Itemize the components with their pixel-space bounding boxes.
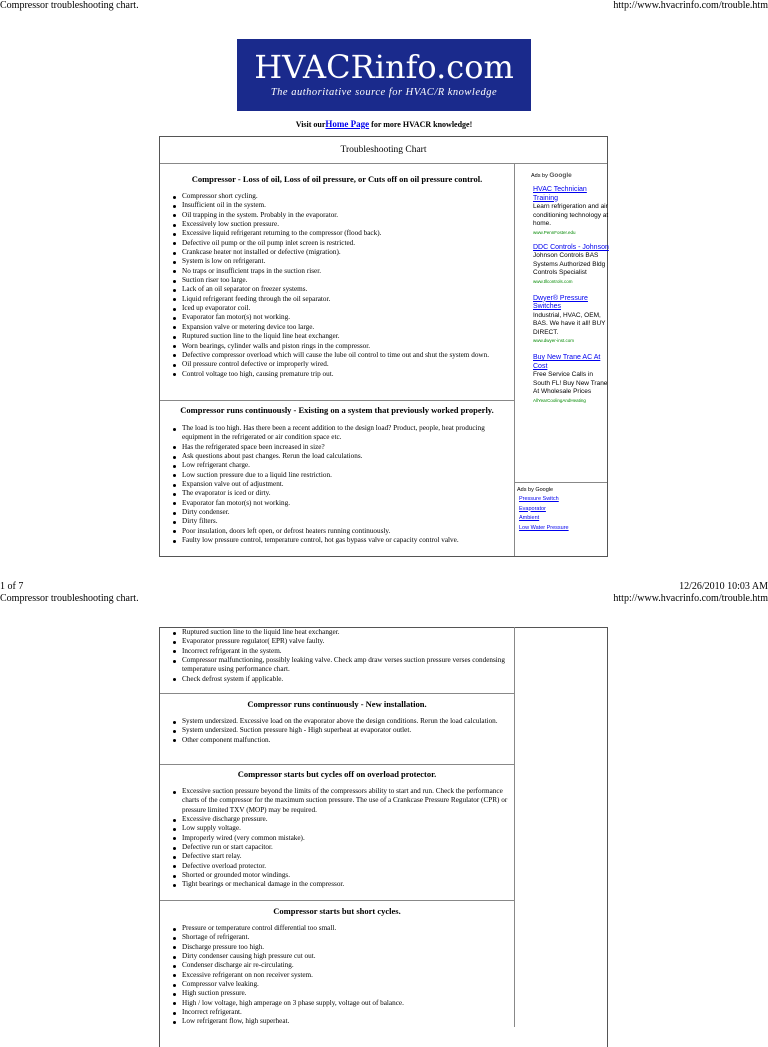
section-list xyxy=(171,192,511,379)
section-list xyxy=(171,717,511,745)
list-item: Condenser discharge air re-circulating. xyxy=(171,961,511,970)
list-item: Oil pressure control defective or improperly wired. xyxy=(171,360,511,369)
section-title: Compressor runs continuously - New installation. xyxy=(247,699,427,709)
list-item: Suction riser too large. xyxy=(171,276,511,285)
list-item: Dirty condenser causing high pressure cut out. xyxy=(171,952,511,961)
list-item: Evaporator pressure regulator( EPR) valve faulty. xyxy=(171,637,511,646)
section-title: Compressor - Loss of oil, Loss of oil pressure, or Cuts off on oil pressure control. xyxy=(191,174,483,184)
print-header-title: Compressor troubleshooting chart. xyxy=(0,593,139,604)
list-item: Oil trapping in the system. Probably in the evaporator. xyxy=(171,211,511,220)
list-item: Check defrost system if applicable. xyxy=(171,675,511,684)
section-list xyxy=(171,628,511,684)
list-item: Incorrect refrigerant in the system. xyxy=(171,647,511,656)
list-item: Shortage of refrigerant. xyxy=(171,933,511,942)
logo-name: HVACRinfo.com xyxy=(254,48,514,86)
ad-link[interactable]: Pressure Switch xyxy=(519,496,559,502)
section-list xyxy=(171,424,511,545)
ad-block: HVAC Technician Training Learn refrigeration and air conditioning technology at home. www.PennFoster.edu xyxy=(533,186,609,235)
list-item: Insufficient oil in the system. xyxy=(171,201,511,210)
list-item: Lack of an oil separator on freezer systems. xyxy=(171,285,511,294)
ad-block: Buy New Trane AC At Cost Free Service Calls in South FL! Buy New Trane At Wholesale Prices AllYearCoolingAndHeating xyxy=(533,354,608,403)
ads-panel xyxy=(533,172,609,404)
section-title: Compressor starts but short cycles. xyxy=(273,906,401,916)
print-header-url: http://www.hvacrinfo.com/trouble.htm xyxy=(613,593,768,604)
list-item: Excessive discharge pressure. xyxy=(171,815,511,824)
list-item: Low refrigerant charge. xyxy=(171,461,511,470)
list-item: The evaporator is iced or dirty. xyxy=(171,489,511,498)
list-item: No traps or insufficient traps in the suction riser. xyxy=(171,267,511,276)
list-item: Poor insulation, doors left open, or defrost heaters running continuously. xyxy=(171,527,511,536)
chart-title: Troubleshooting Chart xyxy=(340,145,427,155)
home-page-link[interactable]: Home Page xyxy=(325,119,370,129)
list-item: Excessive liquid refrigerant returning to the compressor (flood back). xyxy=(171,229,511,238)
list-item: Defective compressor overload which will cause the lube oil control to time out and shut the system down. xyxy=(171,351,511,360)
list-item: Pressure or temperature control differential too small. xyxy=(171,924,511,933)
list-item: Ruptured suction line to the liquid line heat exchanger. xyxy=(171,628,511,637)
print-header-url: http://www.hvacrinfo.com/trouble.htm xyxy=(613,0,768,11)
ad-title-link[interactable]: Dwyer® Pressure Switches xyxy=(533,294,588,310)
ads-by-label: Ads by Google xyxy=(531,172,572,179)
list-item: Expansion valve or metering device too large. xyxy=(171,323,511,332)
hvacrinfo-logo[interactable] xyxy=(237,39,531,111)
list-item: Excessively low suction pressure. xyxy=(171,220,511,229)
list-item: Defective start relay. xyxy=(171,852,511,861)
list-item: Shorted or grounded motor windings. xyxy=(171,871,511,880)
list-item: Compressor short cycling. xyxy=(171,192,511,201)
list-item: Dirty condenser. xyxy=(171,508,511,517)
print-header-title: Compressor troubleshooting chart. xyxy=(0,0,139,11)
ad-block: DDC Controls - Johnson Johnson Controls BAS Systems Authorized Bldg Controls Specialist www.tllcontrols.com xyxy=(533,243,609,284)
ad-links-panel xyxy=(517,487,607,533)
list-item: System undersized. Suction pressure high - High superheat at evaporator outlet. xyxy=(171,726,511,735)
list-item: Improperly wired (very common mistake). xyxy=(171,834,511,843)
ad-block: Dwyer® Pressure Switches Industrial, HVAC, OEM, BAS. We have it all! BUY DIRECT. www.dwyer-inst.com xyxy=(533,295,609,345)
list-item: Liquid refrigerant feeding through the oil separator. xyxy=(171,295,511,304)
ad-link[interactable]: Low Water Pressure xyxy=(519,524,569,531)
list-item: Compressor malfunctioning, possibly leaking valve. Check amp draw verses suction pressure verses condensing temperature using performance chart. xyxy=(171,656,511,675)
list-item: System is low on refrigerant. xyxy=(171,257,511,266)
list-item: Expansion valve out of adjustment. xyxy=(171,480,511,489)
section-title: Compressor runs continuously - Existing on a system that previously worked properly. xyxy=(180,405,494,415)
list-item: System undersized. Excessive load on the evaporator above the design conditions. Rerun the load calculation. xyxy=(171,717,511,726)
ad-title-link[interactable]: HVAC Technician Training xyxy=(533,186,587,202)
section-title: Compressor starts but cycles off on overload protector. xyxy=(237,769,437,779)
ad-link[interactable]: Ambient xyxy=(519,515,540,521)
list-item: Tight bearings or mechanical damage in the compressor. xyxy=(171,880,511,889)
list-item: Ruptured suction line to the liquid line heat exchanger. xyxy=(171,332,511,341)
ad-links-label: Ads by Google xyxy=(517,487,554,493)
list-item: Excessive suction pressure beyond the limits of the compressors ability to start and run. Check the performance charts of the compressor for the maximum suction pressure. The use of a Crankcase Pressure Regulator (CPR) or pressure limited TXV (MOP) may be required. xyxy=(171,787,511,815)
list-item: Iced up evaporator coil. xyxy=(171,304,511,313)
print-footer-page: 1 of 7 xyxy=(0,581,24,592)
list-item: High / low voltage, high amperage on 3 phase supply, voltage out of balance. xyxy=(171,999,511,1008)
list-item: Low supply voltage. xyxy=(171,824,511,833)
list-item: Worn bearings, cylinder walls and piston rings in the compressor. xyxy=(171,342,511,351)
list-item: Faulty low pressure control, temperature control, hot gas bypass valve or capacity control valve. xyxy=(171,536,511,545)
section-list xyxy=(171,924,511,1027)
section-list xyxy=(171,787,511,890)
list-item: Defective overload protector. xyxy=(171,862,511,871)
list-item: Evaporator fan motor(s) not working. xyxy=(171,499,511,508)
list-item: Discharge pressure too high. xyxy=(171,943,511,952)
list-item: Other component malfunction. xyxy=(171,736,511,745)
list-item: Ask questions about past changes. Rerun the load calculations. xyxy=(171,452,511,461)
list-item: Low refrigerant flow, high superheat. xyxy=(171,1017,511,1026)
list-item: Compressor valve leaking. xyxy=(171,980,511,989)
list-item: Low suction pressure due to a liquid line restriction. xyxy=(171,471,511,480)
list-item: Has the refrigerated space been increased in size? xyxy=(171,443,511,452)
list-item: Crankcase heater not installed or defective (migration). xyxy=(171,248,511,257)
print-footer-datetime: 12/26/2010 10:03 AM xyxy=(679,581,768,592)
list-item: The load is too high. Has there been a recent addition to the design load? Product, people, heat producing equipment in the refrigerated or air condition space etc. xyxy=(171,424,511,443)
visit-line: Visit ourHome Page for more HVACR knowledge! xyxy=(295,119,473,129)
list-item: Evaporator fan motor(s) not working. xyxy=(171,313,511,322)
ad-link[interactable]: Evaporator xyxy=(519,505,546,512)
list-item: Defective run or start capacitor. xyxy=(171,843,511,852)
list-item: Excessive refrigerant on non receiver system. xyxy=(171,971,511,980)
list-item: Control voltage too high, causing premature trip out. xyxy=(171,370,511,379)
list-item: Dirty filters. xyxy=(171,517,511,526)
ad-title-link[interactable]: DDC Controls - Johnson xyxy=(533,243,609,251)
logo-tagline: The authoritative source for HVAC/R knowledge xyxy=(270,87,498,98)
list-item: Defective oil pump or the oil pump inlet screen is restricted. xyxy=(171,239,511,248)
list-item: High suction pressure. xyxy=(171,989,511,998)
ad-title-link[interactable]: Buy New Trane AC At Cost xyxy=(533,354,601,370)
list-item: Incorrect refrigerant. xyxy=(171,1008,511,1017)
